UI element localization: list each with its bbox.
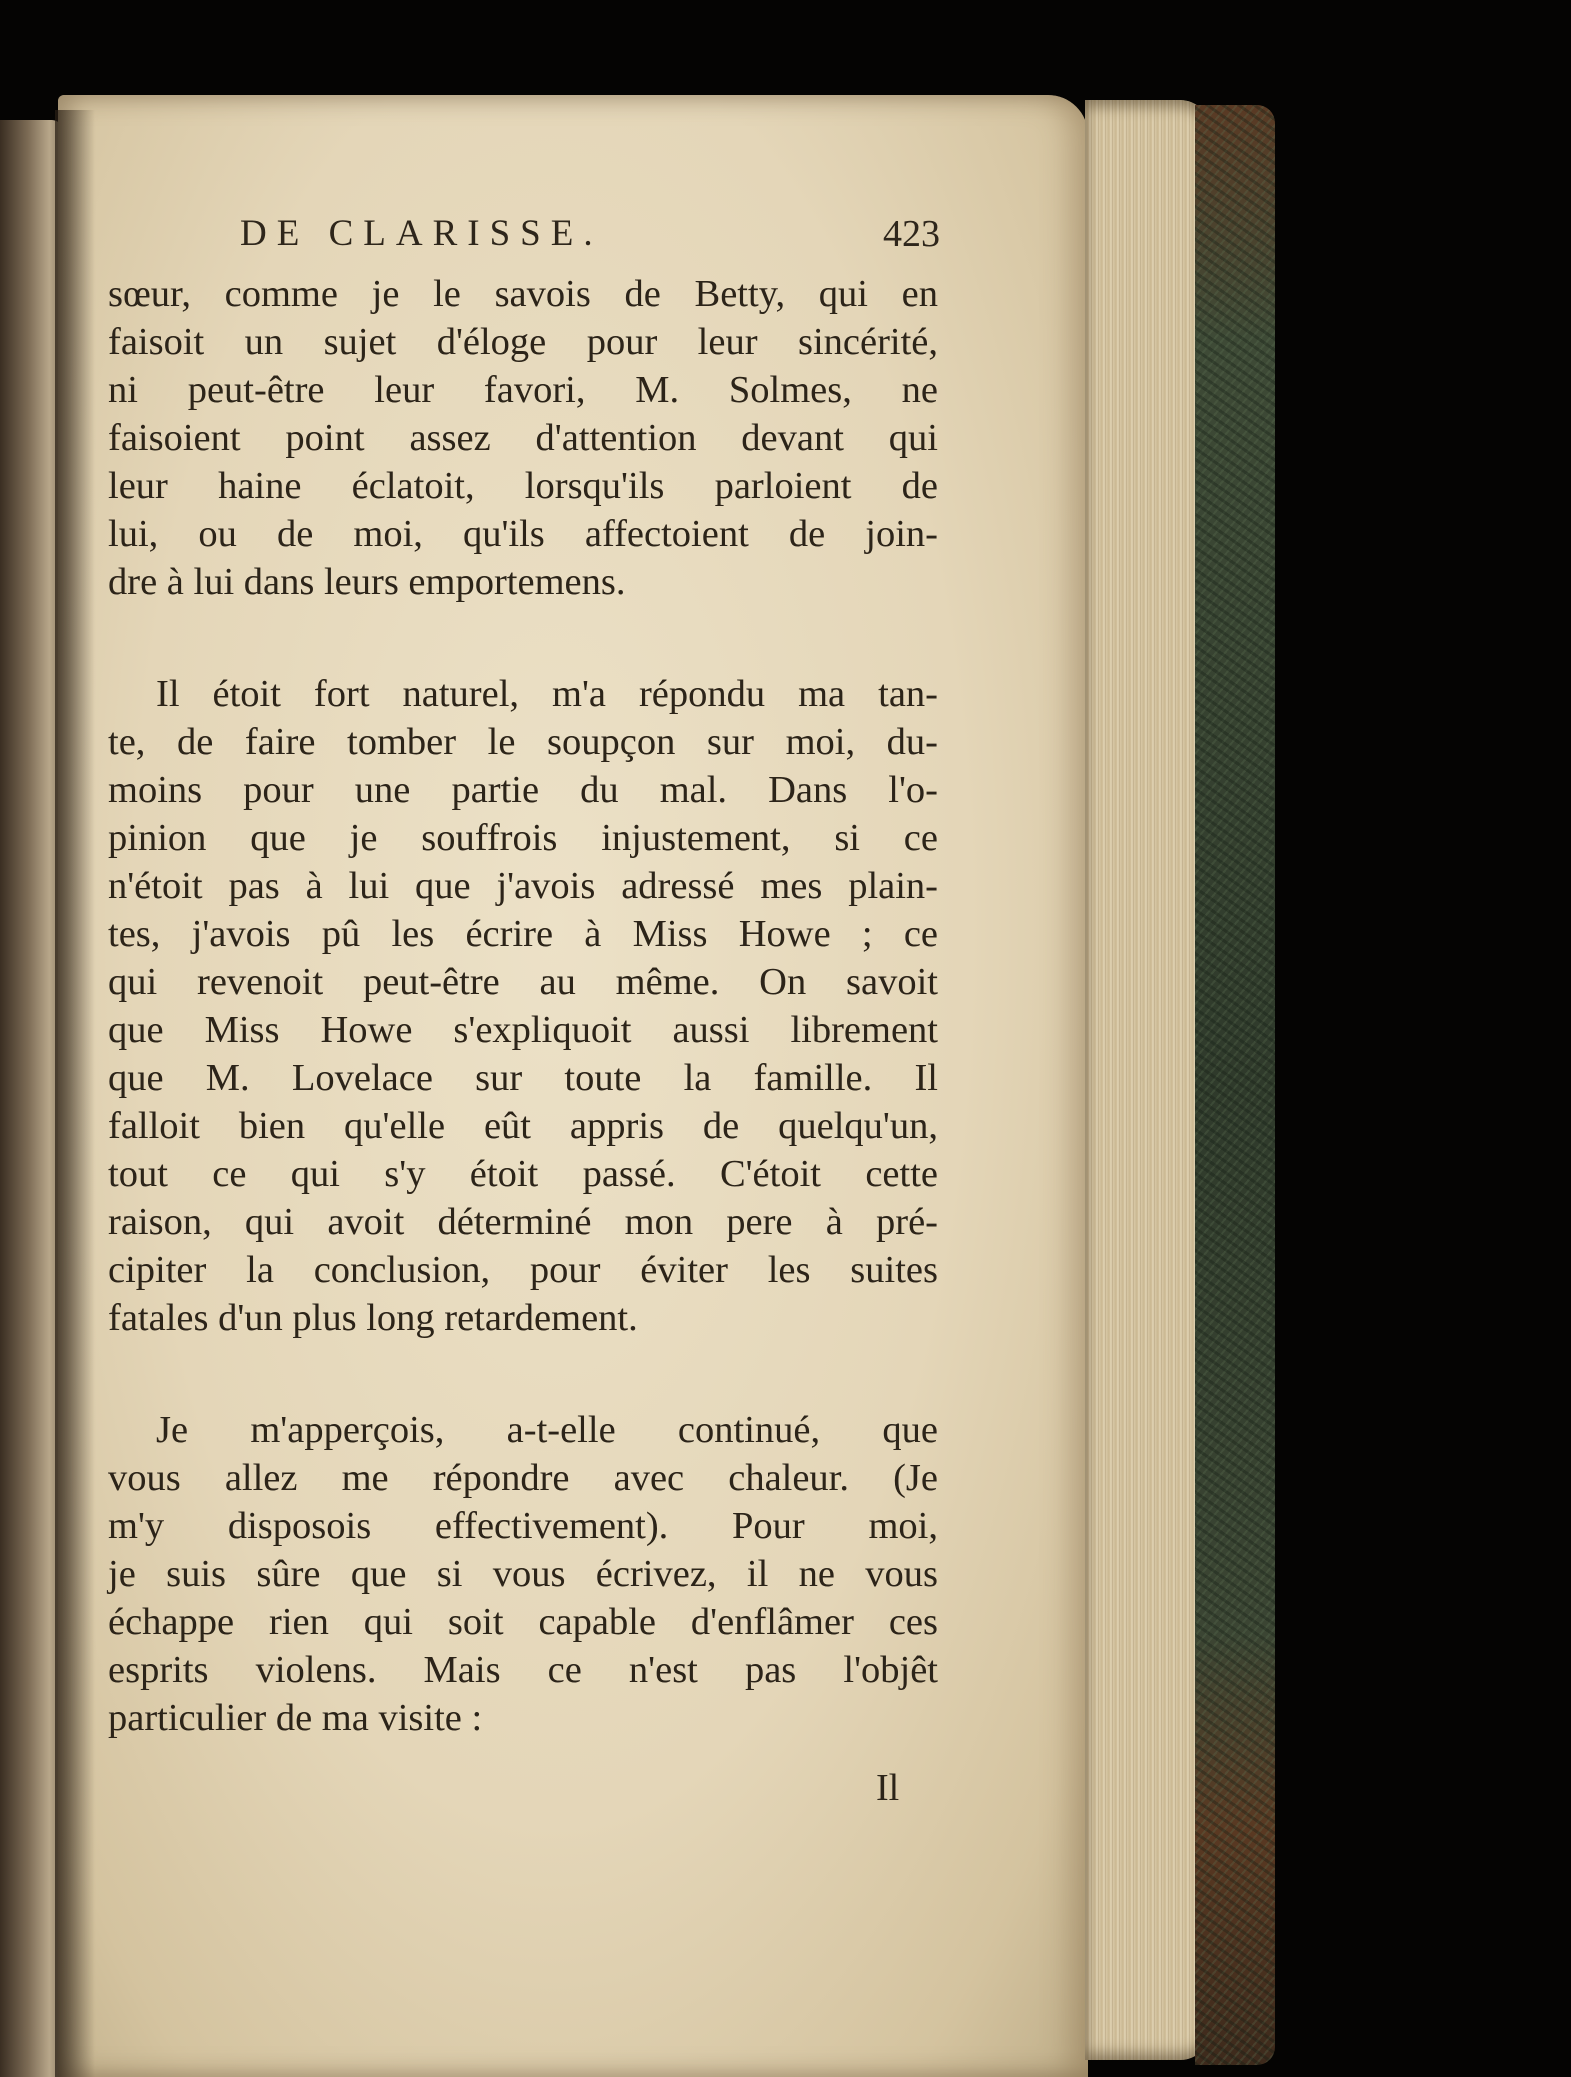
- text-line: falloit bien qu'elle eût appris de quelqu'un,: [108, 1105, 938, 1147]
- text-line: lui, ou de moi, qu'ils affectoient de join-: [108, 513, 938, 555]
- text-line: raison, qui avoit déterminé mon pere à pré-: [108, 1201, 938, 1243]
- text-line: tout ce qui s'y étoit passé. C'étoit cette: [108, 1153, 938, 1195]
- text-line: n'étoit pas à lui que j'avois adressé mes plain-: [108, 865, 938, 907]
- text-line: vous allez me répondre avec chaleur. (Je: [108, 1457, 938, 1499]
- text-line: dre à lui dans leurs emportemens.: [108, 561, 626, 603]
- text-line: moins pour une partie du mal. Dans l'o-: [108, 769, 938, 811]
- text-line: qui revenoit peut-être au même. On savoit: [108, 961, 938, 1003]
- text-line: échappe rien qui soit capable d'enflâmer ces: [108, 1601, 938, 1643]
- text-line: esprits violens. Mais ce n'est pas l'objêt: [108, 1649, 938, 1691]
- text-line: m'y disposois effectivement). Pour moi,: [108, 1505, 938, 1547]
- text-line: te, de faire tomber le soupçon sur moi, du-: [108, 721, 938, 763]
- running-title: DE CLARISSE.: [240, 213, 603, 254]
- book-cover: [1195, 105, 1275, 2065]
- catchword: Il: [876, 1767, 900, 1809]
- text-line: Je m'apperçois, a-t-elle continué, que: [156, 1409, 938, 1451]
- text-line: sœur, comme je le savois de Betty, qui en: [108, 273, 938, 315]
- text-line: tes, j'avois pû les écrire à Miss Howe ; ce: [108, 913, 938, 955]
- text-line: je suis sûre que si vous écrivez, il ne vous: [108, 1553, 938, 1595]
- page-number: 423: [883, 213, 940, 255]
- text-line: cipiter la conclusion, pour éviter les suites: [108, 1249, 938, 1291]
- page-edges: [1085, 100, 1210, 2060]
- text-line: fatales d'un plus long retardement.: [108, 1297, 638, 1339]
- text-line: faisoient point assez d'attention devant qui: [108, 417, 938, 459]
- text-line: particulier de ma visite :: [108, 1697, 483, 1739]
- previous-page-edge: [0, 120, 62, 2077]
- gutter-shadow: [55, 110, 95, 2077]
- text-line: Il étoit fort naturel, m'a répondu ma tan-: [156, 673, 938, 715]
- running-head: [240, 212, 940, 264]
- text-line: leur haine éclatoit, lorsqu'ils parloient de: [108, 465, 938, 507]
- text-line: ni peut-être leur favori, M. Solmes, ne: [108, 369, 938, 411]
- text-line: pinion que je souffrois injustement, si ce: [108, 817, 938, 859]
- text-line: faisoit un sujet d'éloge pour leur sincérité,: [108, 321, 938, 363]
- text-line: que M. Lovelace sur toute la famille. Il: [108, 1057, 938, 1099]
- text-line: que Miss Howe s'expliquoit aussi librement: [108, 1009, 938, 1051]
